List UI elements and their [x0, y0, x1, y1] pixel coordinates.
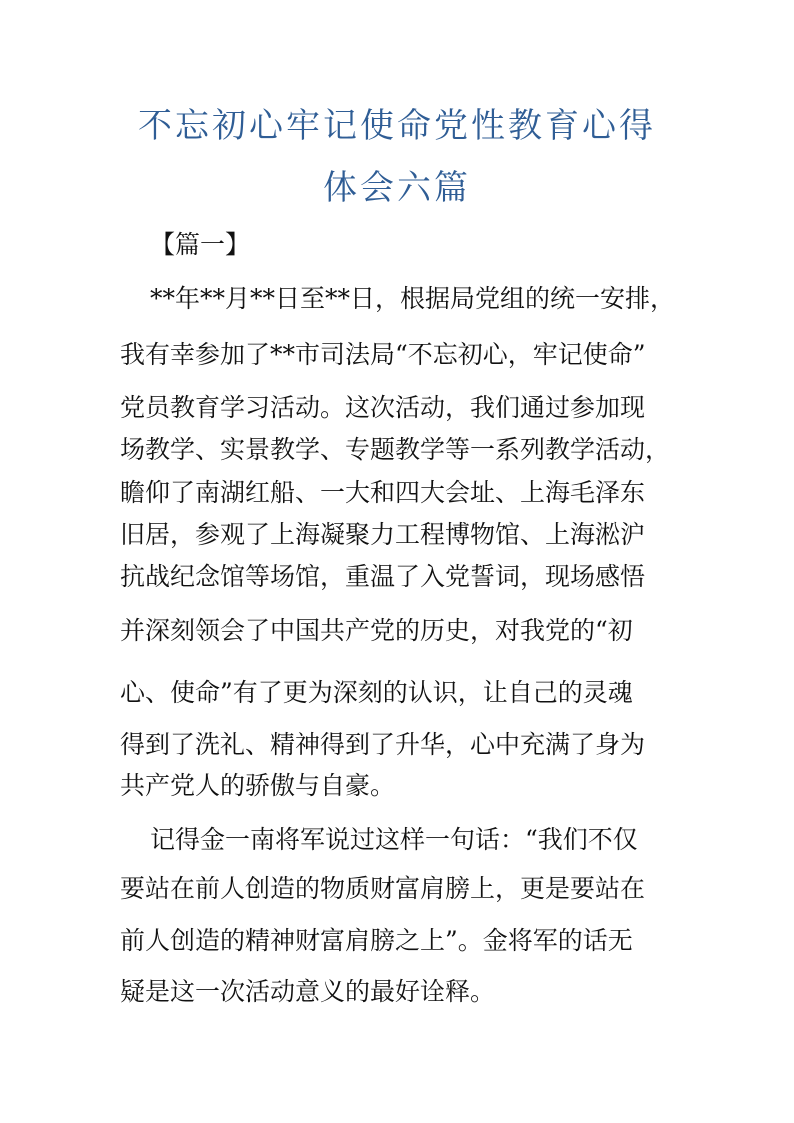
paragraph-1-line: 旧居，参观了上海凝聚力工程博物馆、上海淞沪 — [120, 520, 646, 549]
paragraph-1-line: **年**月**日至**日，根据局党组的统一安排， — [150, 284, 676, 313]
paragraph-1-line: 党员教育学习活动。这次活动，我们通过参加现 — [120, 393, 646, 422]
paragraph-1-line: 场教学、实景教学、专题教学等一系列教学活动， — [120, 435, 671, 464]
section-heading: 【篇一】 — [150, 230, 251, 259]
paragraph-1-line: 瞻仰了南湖红船、一大和四大会址、上海毛泽东 — [120, 478, 646, 507]
paragraph-1-line: 得到了洗礼、精神得到了升华，心中充满了身为 — [120, 730, 646, 759]
paragraph-2-line: 记得金一南将军说过这样一句话：“我们不仅 — [150, 825, 638, 854]
paragraph-1-line: 我有幸参加了**市司法局“不忘初心，牢记使命” — [120, 340, 646, 369]
paragraph-1-line: 心、使命”有了更为深刻的认识，让自己的灵魂 — [120, 678, 633, 707]
paragraph-1-line: 共产党人的骄傲与自豪。 — [120, 771, 396, 800]
paragraph-2-line: 前人创造的精神财富肩膀之上”。金将军的话无 — [120, 926, 633, 955]
paragraph-1-line: 抗战纪念馆等场馆，重温了入党誓词，现场感悟 — [120, 562, 646, 591]
document-title-line-1: 不忘初心牢记使命党性教育心得 — [138, 106, 656, 146]
document-title-line-2: 体会六篇 — [323, 168, 471, 208]
paragraph-2-line: 疑是这一次活动意义的最好诠释。 — [120, 977, 496, 1006]
paragraph-1-line: 并深刻领会了中国共产党的历史，对我党的“初 — [120, 616, 633, 645]
paragraph-2-line: 要站在前人创造的物质财富肩膀上，更是要站在 — [120, 874, 646, 903]
